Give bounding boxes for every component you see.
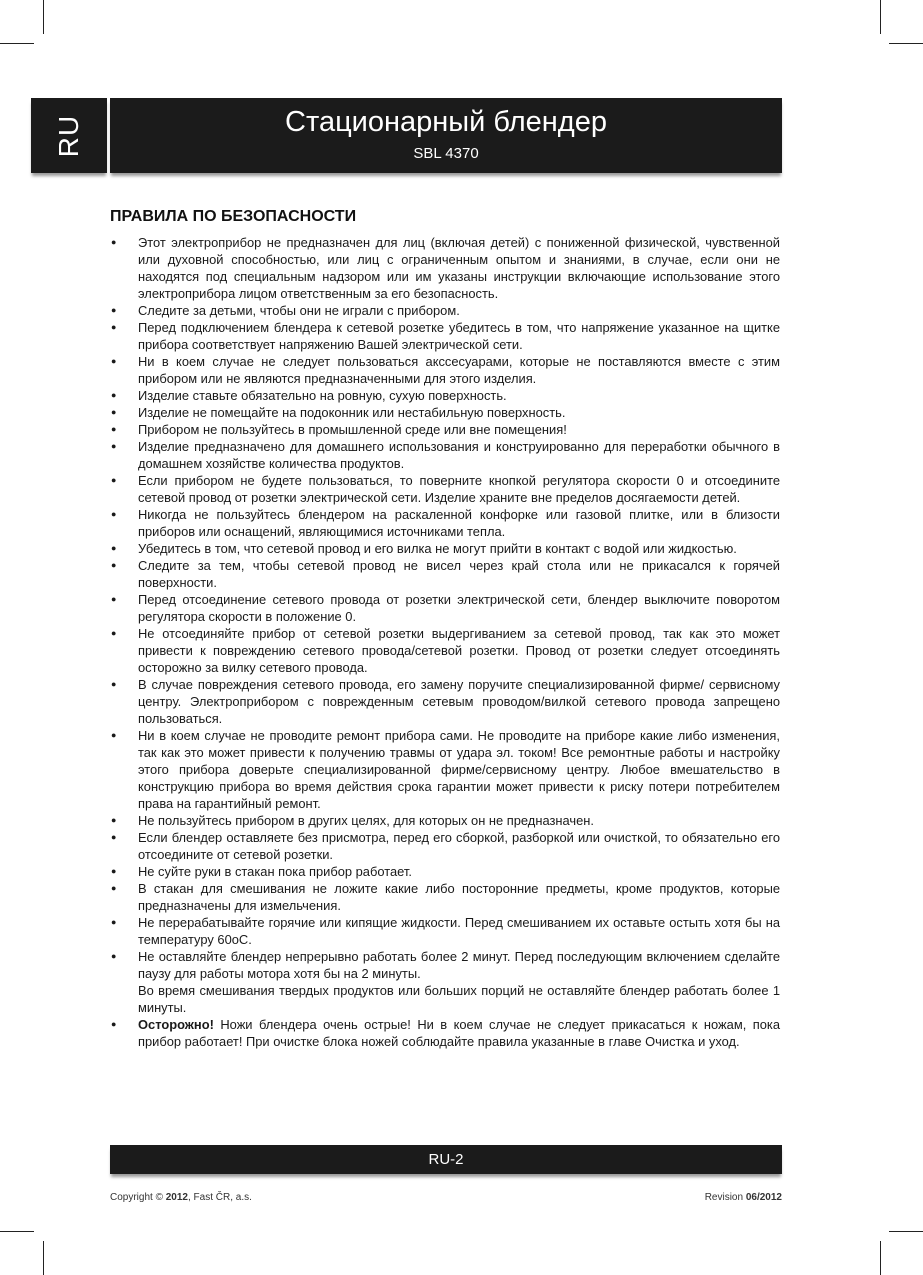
list-item: ● В случае повреждения сетевого провода, его замену поручите специализированной фирме/ сервисному центру. Электроприбором с поврежденным сетевым проводом/вилкой сетевого провода запрещено пользоваться.	[110, 676, 780, 727]
motor-rule-text: ● Не оставляйте блендер непрерывно работать более 2 минут. Перед последующим включением сделайте паузу для работы мотора хотя бы на 2 минуты.	[138, 949, 780, 981]
copyright-company: , Fast ČR, a.s.	[187, 1192, 252, 1203]
list-item: ● Не отсоединяйте прибор от сетевой розетки выдергиванием за сетевой провод, так как это может привести к повреждению сетевого провода/сетевой розетки. Провод от розетки следует отсоединять осторожно за вилку сетевого провода.	[110, 625, 780, 676]
crop-mark	[880, 1241, 881, 1275]
revision-prefix: Revision	[704, 1192, 746, 1203]
crop-mark	[880, 0, 881, 34]
copyright-prefix: Copyright ©	[110, 1192, 166, 1203]
crop-mark	[889, 43, 923, 44]
page-title: Стационарный блендер	[285, 106, 607, 138]
list-item-motor	[110, 948, 780, 1016]
list-item: ● Не суйте руки в стакан пока прибор работает.	[110, 863, 780, 880]
list-item-warning	[110, 1016, 780, 1050]
language-tab	[31, 98, 107, 173]
list-item: ● Прибором не пользуйтесь в промышленной среде или вне помещения!	[110, 421, 780, 438]
list-item: ● Не пользуйтесь прибором в других целях, для которых он не предназначен.	[110, 812, 780, 829]
copyright-year: 2012	[165, 1192, 188, 1203]
revision-date: 06/2012	[745, 1192, 782, 1203]
list-item: ● Никогда не пользуйтесь блендером на раскаленной конфорке или газовой плитке, или в близости приборов или оснащений, являющимися источниками тепла.	[110, 506, 780, 540]
crop-mark	[0, 43, 34, 44]
crop-mark	[889, 1231, 923, 1232]
page-number-bar	[110, 1145, 782, 1174]
copyright	[110, 1192, 252, 1203]
revision	[705, 1192, 782, 1203]
list-item: ● Если прибором не будете пользоваться, то поверните кнопкой регулятора скорости 0 и отсоедините сетевой провод от розетки электрической сети. Изделие храните вне пределов досягаемости детей.	[110, 472, 780, 506]
list-item: ● Изделие ставьте обязательно на ровную, сухую поверхность.	[110, 387, 780, 404]
crop-mark	[0, 1231, 34, 1232]
list-item: ● Изделие предназначено для домашнего использования и конструированно для переработки обычного в домашнем хозяйстве количества продуктов.	[110, 438, 780, 472]
list-item: ● В стакан для смешивания не ложите какие либо посторонние предметы, кроме продуктов, которые предназначены для измельчения.	[110, 880, 780, 914]
warning-lead: Осторожно!	[138, 1017, 214, 1032]
safety-rules-list	[110, 234, 780, 1050]
language-code: RU	[53, 114, 84, 157]
warning-text: Ножи блендера очень острые! Ни в коем случае не следует прикасаться к ножам, пока прибор работает! При очистке блока ножей соблюдайте правила указанные в главе Очистка и уход.	[138, 1017, 780, 1049]
list-item: ● Перед отсоединение сетевого провода от розетки электрической сети, блендер выключите поворотом регулятора скорости в положение 0.	[110, 591, 780, 625]
page-number: RU-2	[428, 1151, 464, 1168]
list-item: ● Если блендер оставляете без присмотра, перед его сборкой, разборкой или очисткой, то обязательно его отсоедините от сетевой розетки.	[110, 829, 780, 863]
list-item: ● Ни в коем случае не проводите ремонт прибора сами. Не проводите на приборе какие либо изменения, так как это может привести к получению травмы от удара эл. током! Все ремонтные работы и настройку этого прибора доверьте специализированной фирме/сервисному центру. Любое вмешательство в конструкцию прибора во время действия срока гарантии может привести к риску потери потребителем права на гарантийный ремонт.	[110, 727, 780, 812]
title-banner	[110, 98, 782, 173]
list-item: ● Ни в коем случае не следует пользоваться акссесуарами, которые не поставляются вместе с этим прибором или не являются предназначенными для этого изделия.	[110, 353, 780, 387]
list-item: ● Этот электроприбор не предназначен для лиц (включая детей) с пониженной физической, чувственной или духовной способностью, или лиц с ограниченным опытом и знаниями, в случае, если они не находятся под специальным надзором или им указаны инструкции включающие использование этого электроприбора лицом ответственным за его безопасность.	[110, 234, 780, 302]
list-item: ● Не перерабатывайте горячие или кипящие жидкости. Перед смешиванием их оставьте остыть хотя бы на температуру 60oC.	[110, 914, 780, 948]
model-number: SBL 4370	[413, 145, 479, 162]
list-item: ● Следите за детьми, чтобы они не играли с прибором.	[110, 302, 780, 319]
section-heading: ПРАВИЛА ПО БЕЗОПАСНОСТИ	[110, 208, 357, 225]
list-item: ● Следите за тем, чтобы сетевой провод не висел через край стола или не прикасался к горячей поверхности.	[110, 557, 780, 591]
list-item: ● Убедитесь в том, что сетевой провод и его вилка не могут прийти в контакт с водой или жидкостью.	[110, 540, 780, 557]
list-item: ● Изделие не помещайте на подоконник или нестабильную поверхность.	[110, 404, 780, 421]
list-item: ● Перед подключением блендера к сетевой розетке убедитесь в том, что напряжение указанное на щитке прибора соответствует напряжению Вашей электрической сети.	[110, 319, 780, 353]
crop-mark	[43, 1241, 44, 1275]
motor-rule-extra: Во время смешивания твердых продуктов или больших порций не оставляйте блендер работать более 1 минуты.	[138, 983, 780, 1015]
crop-mark	[43, 0, 44, 34]
